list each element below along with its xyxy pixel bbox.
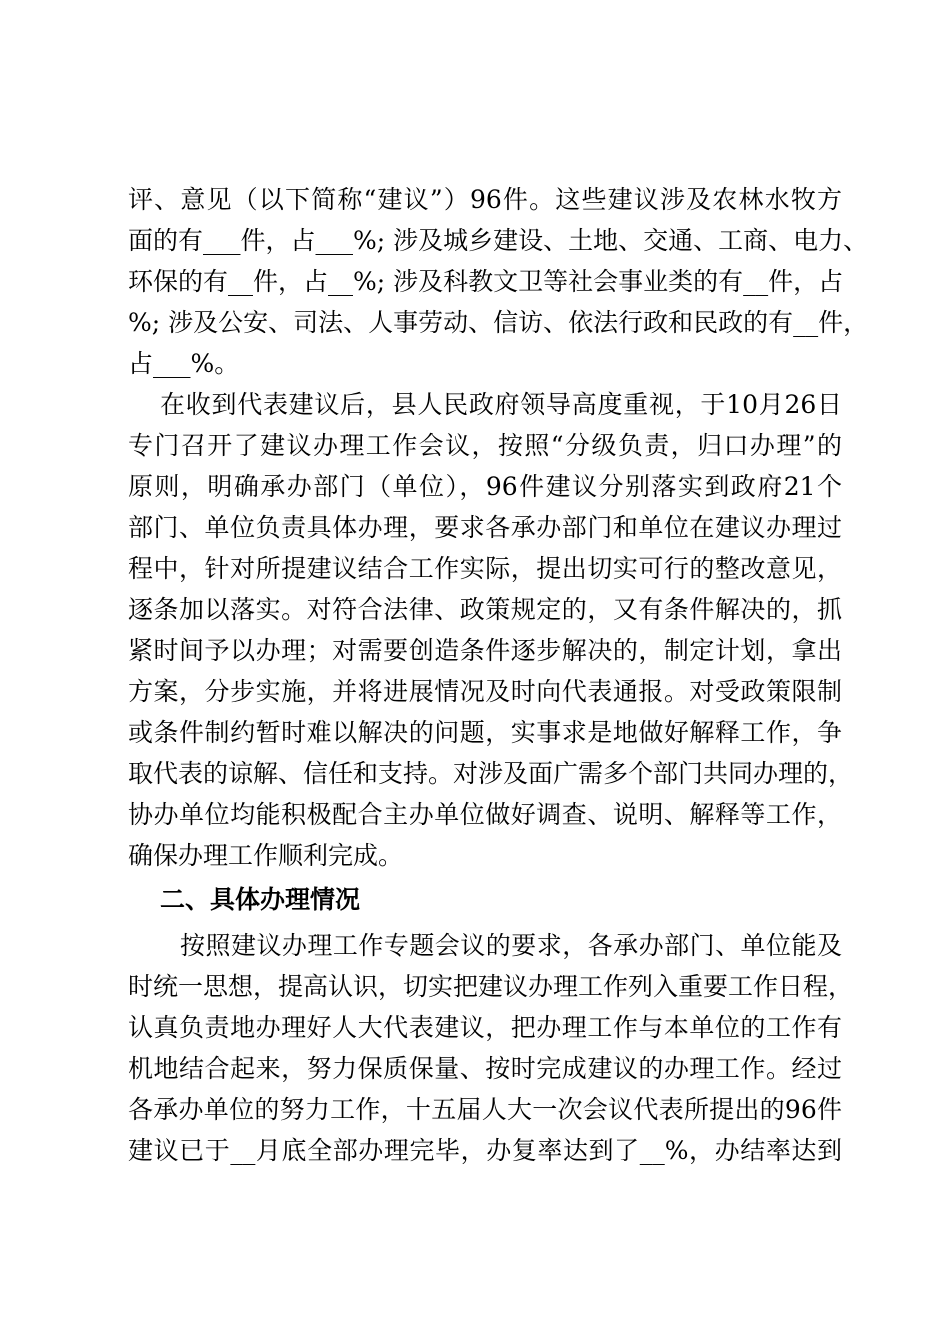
paragraph-line: 原则，明确承办部门（单位），96件建议分别落实到政府21个 [128, 472, 842, 501]
paragraph-line: 面的有___件，占___%; 涉及城乡建设、土地、交通、工商、电力、 [128, 226, 869, 255]
paragraph-line: 专门召开了建议办理工作会议，按照“分级负责，归口办理”的 [128, 431, 842, 460]
paragraph-line: 各承办单位的努力工作，十五届人大一次会议代表所提出的96件 [128, 1095, 842, 1124]
paragraph-line: 认真负责地办理好人大代表建议，把办理工作与本单位的工作有 [128, 1013, 842, 1042]
paragraph-line: 评、意见（以下简称“建议”）96件。这些建议涉及农林水牧方 [128, 185, 842, 214]
paragraph-line: %; 涉及公安、司法、人事劳动、信访、依法行政和民政的有__件， [128, 308, 869, 337]
paragraph-line: 时统一思想，提高认识，切实把建议办理工作列入重要工作日程， [128, 972, 854, 1001]
paragraph-line: 在收到代表建议后，县人民政府领导高度重视，于10月26日 [160, 390, 842, 419]
paragraph-line: 协办单位均能积极配合主办单位做好调查、说明、解释等工作， [128, 800, 842, 829]
paragraph-line: 方案，分步实施，并将进展情况及时向代表通报。对受政策限制 [128, 677, 842, 706]
paragraph-line: 逐条加以落实。对符合法律、政策规定的，又有条件解决的，抓 [128, 595, 842, 624]
paragraph-line: 或条件制约暂时难以解决的问题，实事求是地做好解释工作，争 [128, 718, 842, 747]
paragraph-line: 取代表的谅解、信任和支持。对涉及面广需多个部门共同办理的， [128, 759, 854, 788]
paragraph-line: 部门、单位负责具体办理，要求各承办部门和单位在建议办理过 [128, 513, 842, 542]
paragraph-line: 确保办理工作顺利完成。 [128, 841, 404, 870]
section-heading: 二、具体办理情况 [160, 885, 361, 914]
paragraph-line: 按照建议办理工作专题会议的要求，各承办部门、单位能及 [180, 931, 842, 960]
paragraph-line: 建议已于__月底全部办理完毕，办复率达到了__%，办结率达到 [128, 1136, 842, 1165]
paragraph-line: 程中，针对所提建议结合工作实际，提出切实可行的整改意见， [128, 554, 842, 583]
paragraph-line: 机地结合起来，努力保质保量、按时完成建议的办理工作。经过 [128, 1054, 842, 1083]
paragraph-line: 占___%。 [128, 349, 240, 378]
paragraph-line: 紧时间予以办理；对需要创造条件逐步解决的，制定计划，拿出 [128, 636, 842, 665]
paragraph-line: 环保的有__件，占__%; 涉及科教文卫等社会事业类的有__件，占 [128, 267, 844, 296]
